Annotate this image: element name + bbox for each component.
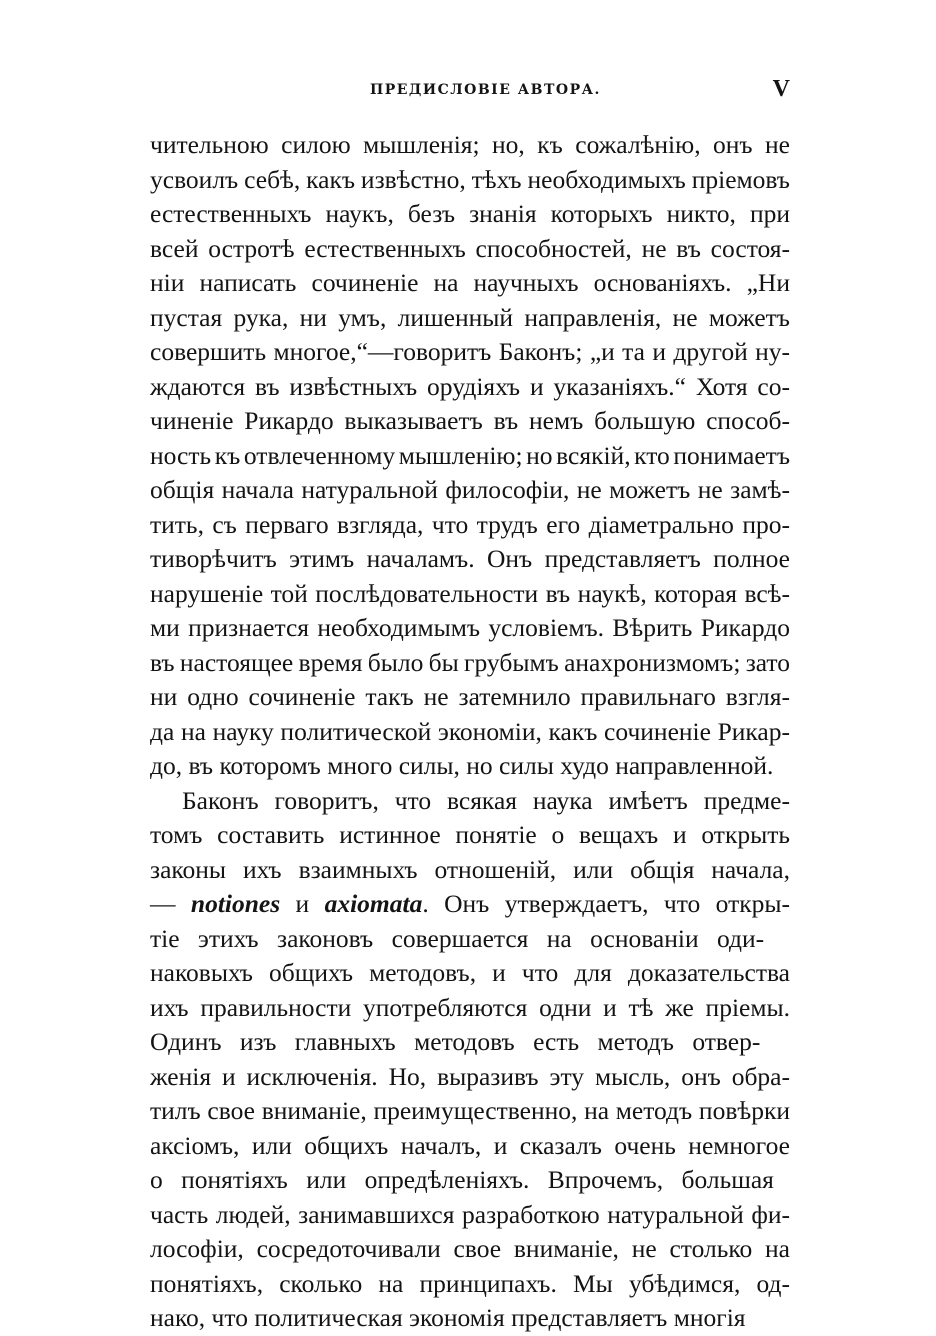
page-header: [150, 76, 790, 106]
text-line: въ настоящее время было бы грубымъ анахронизмомъ; зато: [150, 647, 790, 677]
page-number: V: [772, 76, 790, 102]
latin-term: notiones: [190, 889, 281, 918]
text-line: законы ихъ взаимныхъ отношеній, или общія начала,: [150, 854, 790, 884]
text-line: всей остротѣ естественныхъ способностей, не въ состоя-: [150, 233, 790, 263]
text-line: общія начала натуральной философіи, не можетъ не замѣ-: [150, 475, 790, 504]
text-line: чительною силою мышленія; но, къ сожалѣнію, онъ не: [150, 130, 790, 159]
text-line: усвоилъ себѣ, какъ извѣстно, тѣхъ необходимыхъ пріемовъ: [150, 164, 790, 194]
text-line: нарушеніе той послѣдовательности въ наукѣ, которая всѣ-: [150, 578, 790, 608]
text-line: часть людей, занимавшихся разработкою натуральной фи-: [150, 1199, 790, 1229]
running-title: ПРЕДИСЛОВІЕ АВТОРА.: [370, 82, 601, 98]
text-line: до, въ которомъ много силы, но силы худо направленной.: [150, 751, 774, 780]
text-line: тиворѣчитъ этимъ началамъ. Онъ представляетъ полное: [150, 544, 790, 573]
text-line: да на науку политической экономіи, какъ сочиненіе Рикар-: [150, 716, 790, 746]
text-line: наковыхъ общихъ методовъ, и что для доказательства: [150, 958, 790, 987]
text-line: тилъ свое вниманіе, преимущественно, на методъ повѣрки: [150, 1096, 790, 1125]
paragraph: [150, 128, 790, 784]
text-line: ни одно сочиненіе такъ не затемнило правильнаго взгля-: [150, 682, 790, 711]
text-line: нако, что политическая экономія представляетъ многія: [150, 1303, 746, 1332]
text-line: тить, съ перваго взгляда, что трудъ его діаметрально про-: [150, 509, 790, 539]
text-line: ждаются въ извѣстныхъ орудіяхъ и указаніяхъ.“ Хотя со-: [150, 371, 790, 401]
text-line: естественныхъ наукъ, безъ знанія которыхъ никто, при: [150, 199, 790, 228]
text-line: женія и исключенія. Но, выразивъ эту мысль, онъ обра-: [150, 1061, 790, 1091]
text-line: Баконъ говоритъ, что всякая наука имѣетъ предме-: [182, 785, 790, 815]
paragraph: [150, 784, 790, 1336]
latin-term: axiomata: [324, 889, 423, 918]
text-line: ихъ правильности употребляются одни и тѣ же пріемы.: [150, 992, 790, 1022]
text-line-with-latin-terms: — notiones и axiomata. Онъ утверждаетъ, что откры-: [150, 889, 790, 918]
text-line: ность къ отвлеченному мышленію; но всякій, кто понимаетъ: [150, 440, 790, 470]
text-line: понятіяхъ, сколько на принципахъ. Мы убѣдимся, од-: [150, 1268, 790, 1298]
text-line: пустая рука, ни умъ, лишенный направленія, не можетъ: [150, 302, 790, 332]
text-line: томъ составить истинное понятіе о вещахъ и открыть: [150, 820, 790, 849]
text-line: ми признается необходимымъ условіемъ. Вѣрить Рикардо: [150, 613, 790, 642]
text-line: чиненіе Рикардо выказываетъ въ немъ большую способ-: [150, 406, 790, 435]
text-line: аксіомъ, или общихъ началъ, и сказалъ очень немногое: [150, 1130, 790, 1160]
body-text: [150, 128, 790, 1336]
text-line: лософіи, сосредоточивали свое вниманіе, не столько на: [150, 1234, 790, 1263]
text-line: ніи написать сочиненіе на научныхъ основаніяхъ. „Ни: [150, 268, 790, 297]
text-line: о понятіяхъ или опредѣленіяхъ. Впрочемъ, большая: [150, 1165, 774, 1194]
text-line: тіе этихъ законовъ совершается на основаніи оди-: [150, 923, 765, 953]
text-line: совершить многое,“—говоритъ Баконъ; „и та и другой ну-: [150, 337, 790, 366]
text-line: Одинъ изъ главныхъ методовъ есть методъ отвер-: [150, 1027, 761, 1056]
